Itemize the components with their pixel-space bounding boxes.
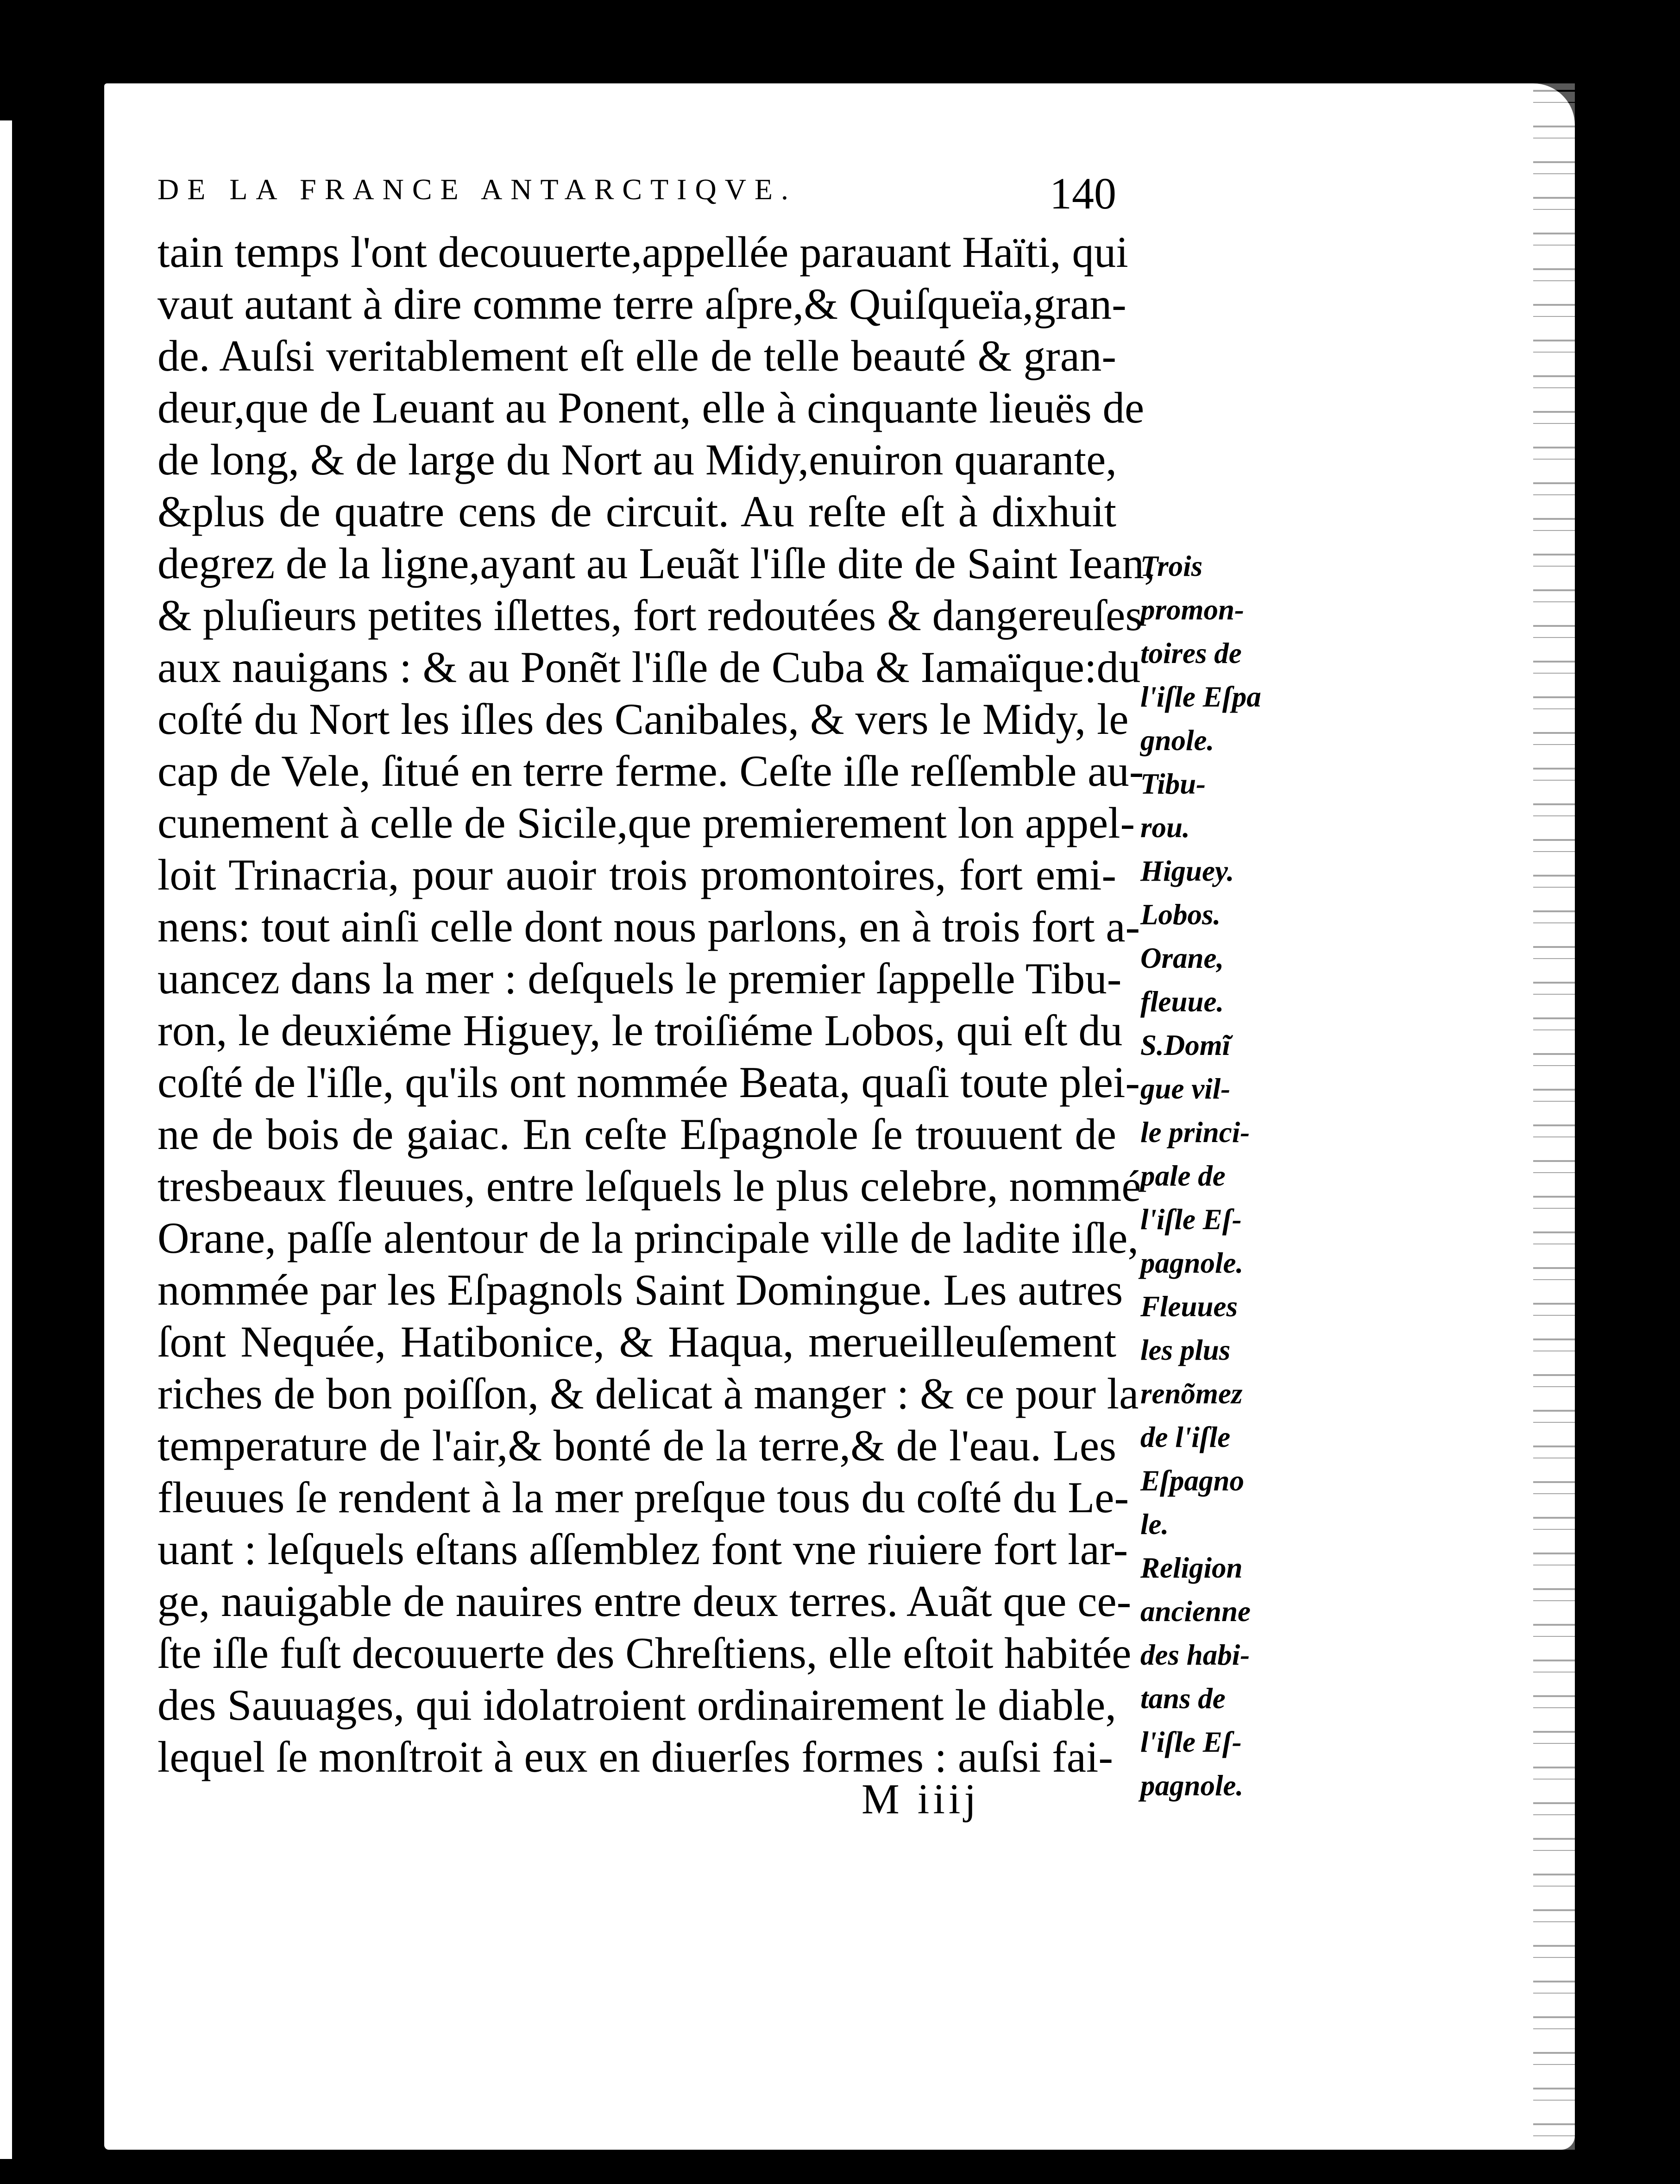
margin-note-line: pagnole. [1140, 1769, 1244, 1802]
margin-note-line: renõmez [1140, 1377, 1243, 1410]
margin-note-line: fleuue. [1140, 985, 1224, 1018]
margin-note-line: le princi- [1140, 1116, 1250, 1149]
margin-note-line: Eſpagno [1140, 1464, 1245, 1497]
text-line: tresbeaux fleuues, entre leſquels le plus celebre, nommé [157, 1161, 1141, 1211]
margin-note-line: pagnole. [1140, 1247, 1244, 1279]
text-line: aux nauigans : & au Ponẽt l'iſle de Cuba & Iamaïque:du [157, 643, 1141, 692]
text-line: riches de bon poiſſon, & delicat à manger : & ce pour la [157, 1369, 1139, 1418]
scan-left-edge [0, 120, 12, 2159]
margin-note-line: promon- [1140, 593, 1245, 626]
margin-note-line: de l'iſle [1140, 1421, 1231, 1453]
margin-note-line: Trois [1140, 550, 1203, 582]
text-line: fleuues ſe rendent à la mer preſque tous du coſté du Le- [157, 1473, 1129, 1522]
margin-note-line: l'iſle Eſpa [1140, 681, 1261, 713]
text-line: coſté de l'iſle, qu'ils ont nommée Beata, quaſi toute plei- [157, 1058, 1140, 1107]
margin-note-line: Tibu- [1140, 768, 1206, 800]
margin-note-line: Religion [1140, 1552, 1243, 1584]
page-number: 140 [1050, 169, 1116, 218]
margin-note-line: l'iſle Eſ- [1140, 1726, 1242, 1758]
text-line: ron, le deuxiéme Higuey, le troiſiéme Lobos, qui eſt du [157, 1006, 1123, 1055]
body-text [157, 226, 1155, 1783]
signature-mark: M iiij [862, 1775, 980, 1823]
text-line: lequel ſe monſtroit à eux en diuerſes formes : auſsi fai- [157, 1732, 1113, 1781]
text-line: loit Trinacria, pour auoir trois promontoires, fort emi- [157, 850, 1116, 899]
margin-note-line: tans de [1140, 1682, 1226, 1715]
margin-note-line: ancienne [1140, 1595, 1251, 1628]
margin-note-line: les plus [1140, 1334, 1231, 1366]
text-line: coſté du Nort les iſles des Canibales, & vers le Midy, le [157, 694, 1129, 744]
margin-note-line: S.Domĩ [1140, 1029, 1231, 1061]
margin-note-line: des habi- [1140, 1639, 1250, 1671]
page-edge-shadow [1533, 83, 1575, 2150]
text-line: des Sauuages, qui idolatroient ordinairement le diable, [157, 1680, 1116, 1730]
margin-note-line: gue vil- [1140, 1073, 1231, 1105]
text-line: ne de bois de gaiac. En ceſte Eſpagnole ſe trouuent de [157, 1110, 1116, 1159]
text-line: de. Auſsi veritablement eſt elle de telle beauté & gran- [157, 331, 1116, 380]
margin-note-line: rou. [1140, 811, 1190, 844]
margin-note-line: Higuey. [1140, 855, 1234, 887]
margin-note-line: le. [1140, 1508, 1169, 1540]
text-line: uant : leſquels eſtans aſſemblez font vne riuiere fort lar- [157, 1525, 1128, 1574]
margin-note-line: Fleuues [1140, 1290, 1238, 1323]
text-line: degrez de la ligne,ayant au Leuãt l'iſle dite de Saint Iean, [157, 539, 1155, 588]
text-line: de long, & de large du Nort au Midy,enuiron quarante, [157, 435, 1117, 484]
text-line: cunement à celle de Sicile,que premierement lon appel- [157, 798, 1135, 847]
text-line: uancez dans la mer : deſquels le premier ſappelle Tibu- [157, 954, 1122, 1003]
text-line: nens: tout ainſi celle dont nous parlons, en à trois fort a- [157, 902, 1140, 951]
text-line: ſte iſle fuſt decouuerte des Chreſtiens, elle eſtoit habitée [157, 1629, 1132, 1678]
text-line: Orane, paſſe alentour de la principale ville de ladite iſle, [157, 1213, 1139, 1262]
margin-note-line: toires de [1140, 637, 1242, 669]
margin-note-line: gnole. [1140, 724, 1214, 757]
text-line: nommée par les Eſpagnols Saint Domingue. Les autres [157, 1265, 1123, 1314]
running-head: DE LA FRANCE ANTARCTIQVE. [157, 173, 797, 206]
page-header [157, 169, 1116, 223]
margin-note-line: Orane, [1140, 942, 1224, 974]
text-line: temperature de l'air,& bonté de la terre,& de l'eau. Les [157, 1421, 1116, 1470]
marginal-notes [1140, 544, 1307, 1807]
text-line: deur,que de Leuant au Ponent, elle à cinquante lieuës de [157, 383, 1145, 432]
text-line: vaut autant à dire comme terre aſpre,& Quiſqueïa,gran- [157, 279, 1126, 328]
text-line: &plus de quatre cens de circuit. Au reſte eſt à dixhuit [157, 487, 1116, 536]
text-line: ſont Nequée, Hatibonice, & Haqua, merueilleuſement [157, 1317, 1116, 1366]
text-line: & pluſieurs petites iſlettes, fort redoutées & dangereuſes [157, 591, 1143, 640]
margin-note-line: Lobos. [1140, 898, 1221, 931]
text-line: tain temps l'ont decouuerte,appellée parauant Haïti, qui [157, 227, 1128, 277]
margin-note-line: pale de [1140, 1160, 1226, 1192]
text-line: cap de Vele, ſitué en terre ferme. Ceſte iſle reſſemble au- [157, 746, 1144, 795]
margin-note-line: l'iſle Eſ- [1140, 1203, 1242, 1236]
text-line: ge, nauigable de nauires entre deux terres. Auãt que ce- [157, 1577, 1132, 1626]
